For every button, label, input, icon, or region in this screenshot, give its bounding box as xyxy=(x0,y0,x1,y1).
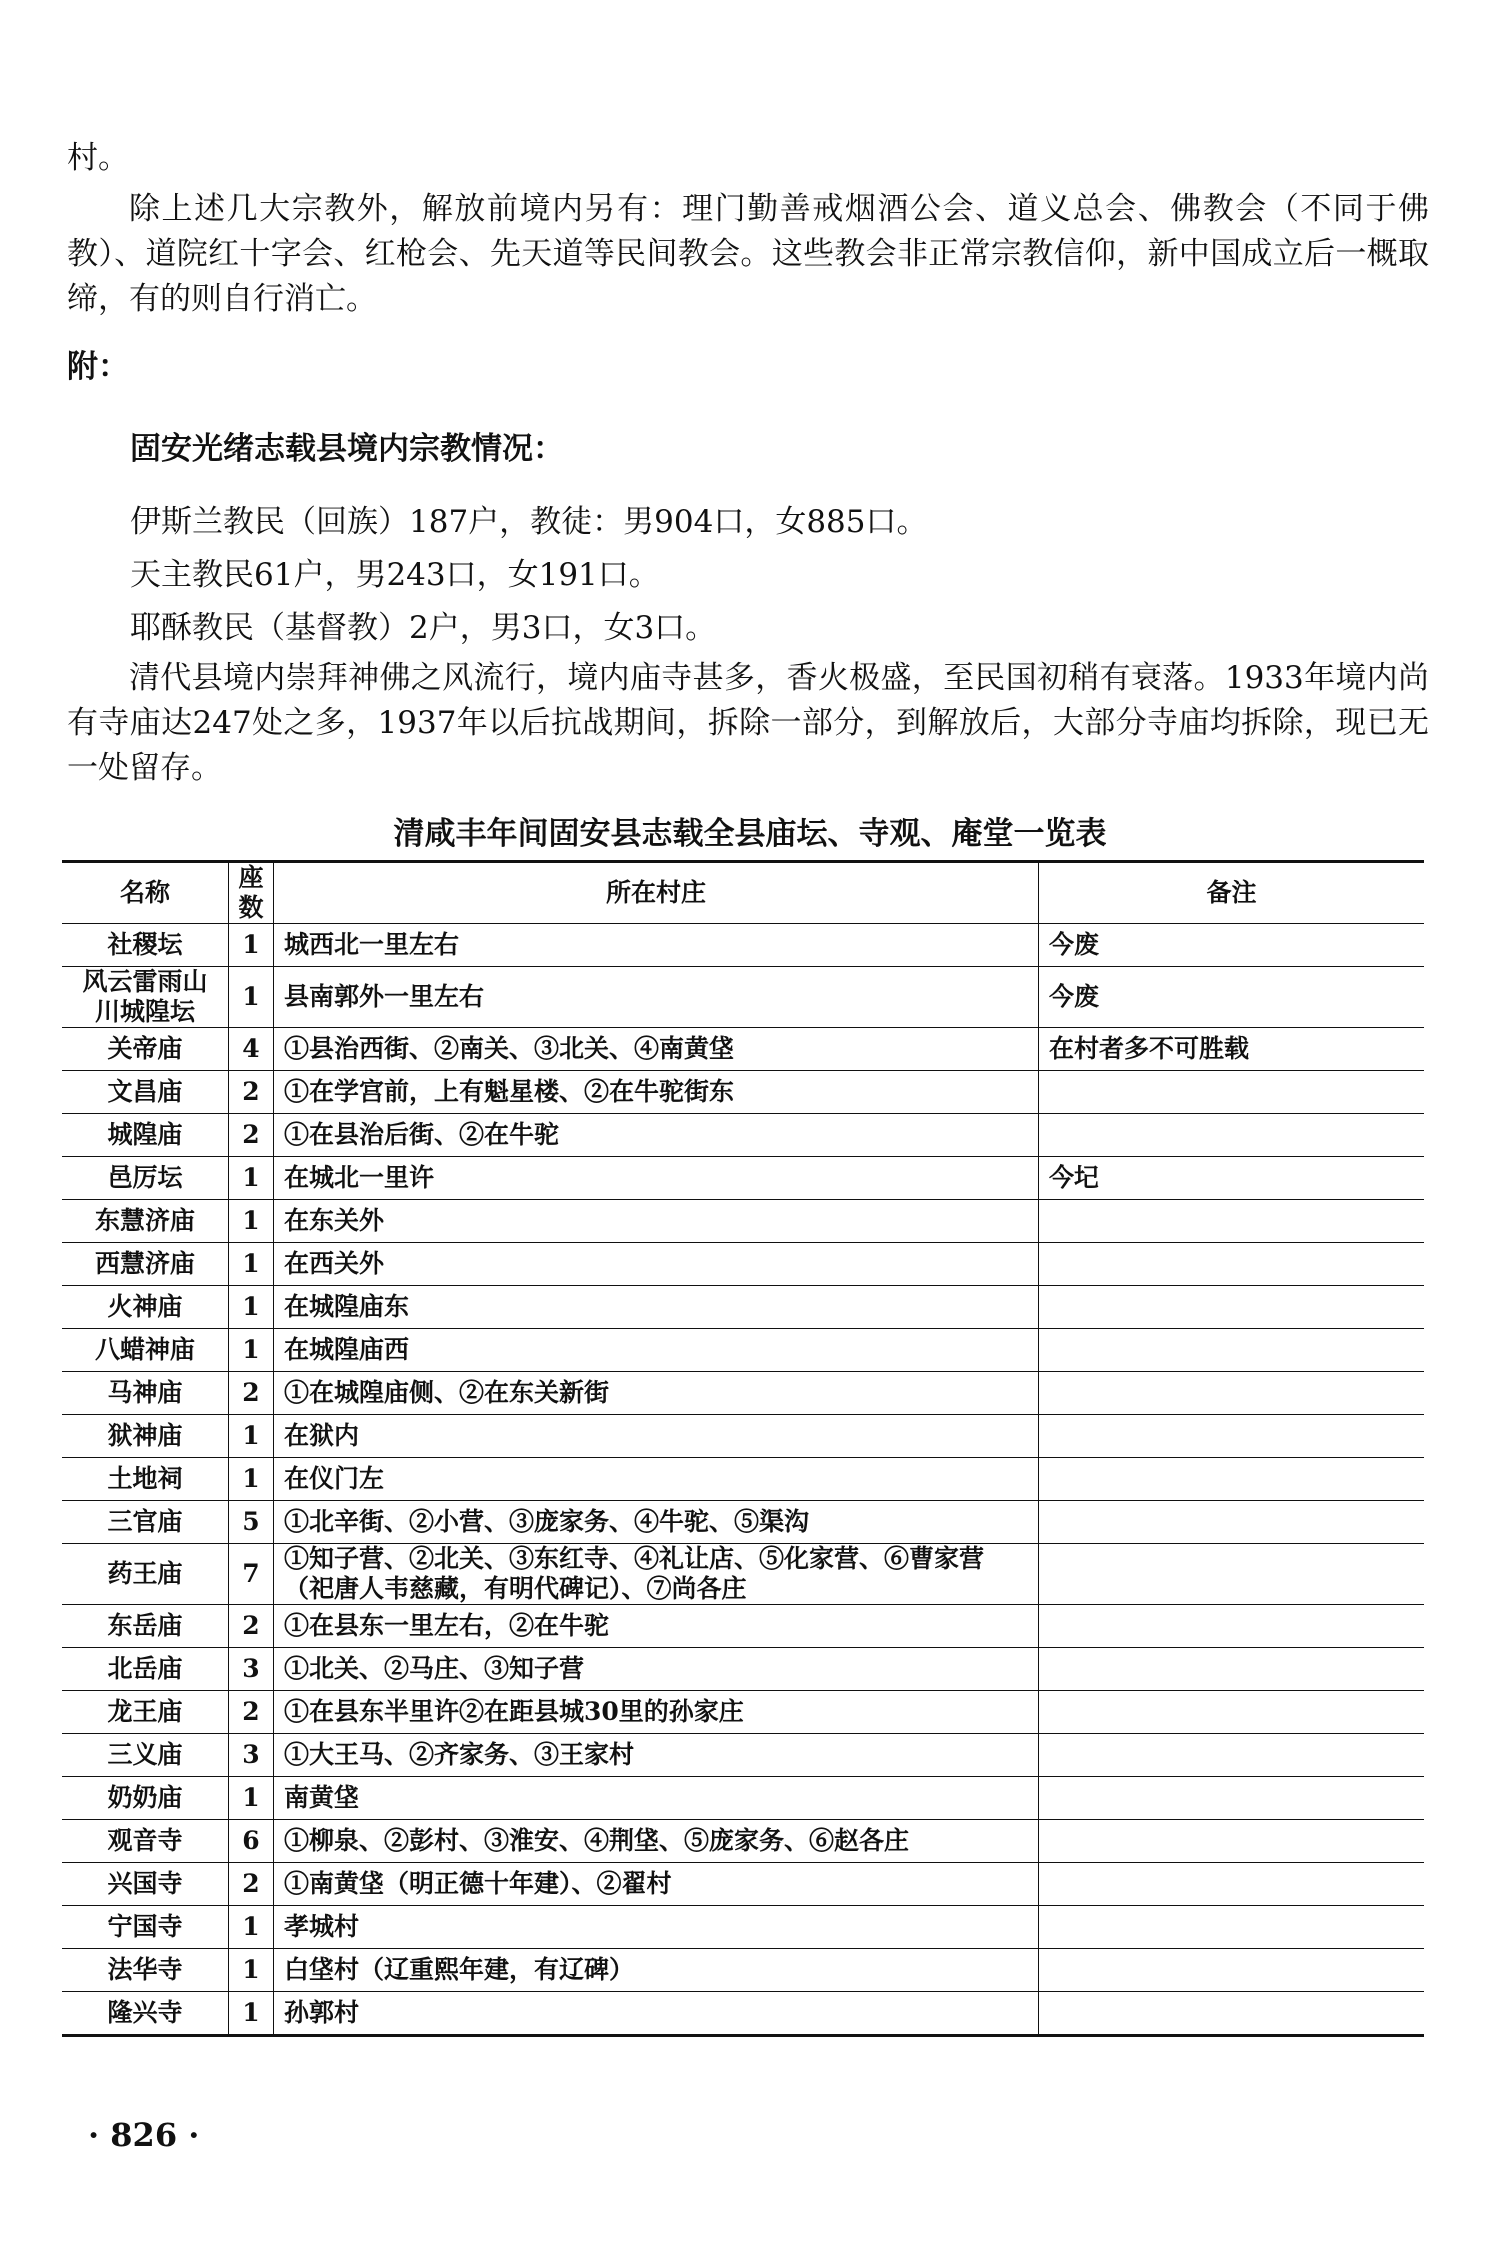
cell-note xyxy=(1039,1071,1425,1114)
cell-name: 火神庙 xyxy=(62,1286,229,1329)
cell-name: 文昌庙 xyxy=(62,1071,229,1114)
temples-table xyxy=(62,860,1424,2037)
cell-note xyxy=(1039,1820,1425,1863)
table-row xyxy=(62,1949,1424,1992)
header-name: 名称 xyxy=(62,862,229,924)
table-row xyxy=(62,1734,1424,1777)
table-row xyxy=(62,1243,1424,1286)
cell-name: 城隍庙 xyxy=(62,1114,229,1157)
stat-christian: 耶酥教民（基督教）2户，男3口，女3口。 xyxy=(130,610,717,646)
table-row xyxy=(62,1114,1424,1157)
cell-note xyxy=(1039,1501,1425,1544)
appendix-label: 附： xyxy=(67,349,129,385)
cell-count: 1 xyxy=(229,1949,274,1992)
table-row xyxy=(62,1863,1424,1906)
cell-location: ①在学宫前，上有魁星楼、②在牛驼街东 xyxy=(274,1071,1039,1114)
table-row xyxy=(62,1329,1424,1372)
cell-location: ①在县治后街、②在牛驼 xyxy=(274,1114,1039,1157)
cell-count: 1 xyxy=(229,1286,274,1329)
cell-name: 龙王庙 xyxy=(62,1691,229,1734)
cell-location: 孝城村 xyxy=(274,1906,1039,1949)
cell-name: 三义庙 xyxy=(62,1734,229,1777)
cell-count: 1 xyxy=(229,1415,274,1458)
cell-note xyxy=(1039,1243,1425,1286)
cell-count: 1 xyxy=(229,967,274,1028)
cell-note xyxy=(1039,1691,1425,1734)
table-row xyxy=(62,1415,1424,1458)
cell-name: 八蜡神庙 xyxy=(62,1329,229,1372)
table-row xyxy=(62,1544,1424,1605)
cell-count: 1 xyxy=(229,1157,274,1200)
cell-name: 隆兴寺 xyxy=(62,1992,229,2036)
table-row xyxy=(62,967,1424,1028)
cell-count: 3 xyxy=(229,1648,274,1691)
cell-location: 在西关外 xyxy=(274,1243,1039,1286)
cell-name: 药王庙 xyxy=(62,1544,229,1605)
table-row xyxy=(62,1777,1424,1820)
cell-note xyxy=(1039,1458,1425,1501)
cell-count: 2 xyxy=(229,1372,274,1415)
table-row xyxy=(62,1200,1424,1243)
cell-name: 邑厉坛 xyxy=(62,1157,229,1200)
cell-note: 在村者多不可胜载 xyxy=(1039,1028,1425,1071)
cell-count: 2 xyxy=(229,1691,274,1734)
cell-location: ①县治西街、②南关、③北关、④南黄垡 xyxy=(274,1028,1039,1071)
table-row xyxy=(62,1157,1424,1200)
cell-count: 2 xyxy=(229,1863,274,1906)
cell-location: ①北辛街、②小营、③庞家务、④牛驼、⑤渠沟 xyxy=(274,1501,1039,1544)
cell-name: 狱神庙 xyxy=(62,1415,229,1458)
cell-note: 今圮 xyxy=(1039,1157,1425,1200)
cell-note xyxy=(1039,1863,1425,1906)
cell-location: ①柳泉、②彭村、③淮安、④荆垡、⑤庞家务、⑥赵各庄 xyxy=(274,1820,1039,1863)
table-row xyxy=(62,1501,1424,1544)
cell-location: 孙郭村 xyxy=(274,1992,1039,2036)
table-body xyxy=(62,924,1424,2036)
cell-location: ①知子营、②北关、③东红寺、④礼让店、⑤化家营、⑥曹家营（祀唐人韦慈藏，有明代碑记）、⑦尚各庄 xyxy=(274,1544,1039,1605)
cell-name: 三官庙 xyxy=(62,1501,229,1544)
cell-count: 1 xyxy=(229,1458,274,1501)
cell-name: 宁国寺 xyxy=(62,1906,229,1949)
table-row xyxy=(62,1992,1424,2036)
cell-name: 马神庙 xyxy=(62,1372,229,1415)
header-count: 座数 xyxy=(229,862,274,924)
cell-note xyxy=(1039,1372,1425,1415)
table-title: 清咸丰年间固安县志载全县庙坛、寺观、庵堂一览表 xyxy=(393,816,1107,852)
table-row xyxy=(62,1286,1424,1329)
header-note: 备注 xyxy=(1039,862,1425,924)
cell-name: 土地祠 xyxy=(62,1458,229,1501)
cell-location: 在狱内 xyxy=(274,1415,1039,1458)
cell-location: ①南黄垡（明正德十年建）、②翟村 xyxy=(274,1863,1039,1906)
cell-note xyxy=(1039,1200,1425,1243)
cell-location: 在东关外 xyxy=(274,1200,1039,1243)
table-row xyxy=(62,1372,1424,1415)
cell-count: 6 xyxy=(229,1820,274,1863)
cell-note xyxy=(1039,1992,1425,2036)
appendix-subheading: 固安光绪志载县境内宗教情况： xyxy=(130,431,564,467)
cell-location: ①在县东一里左右，②在牛驼 xyxy=(274,1605,1039,1648)
cell-count: 1 xyxy=(229,1243,274,1286)
cell-count: 2 xyxy=(229,1114,274,1157)
cell-location: 城西北一里左右 xyxy=(274,924,1039,967)
table-header-row xyxy=(62,862,1424,924)
cell-location: 县南郭外一里左右 xyxy=(274,967,1039,1028)
cell-location: 南黄垡 xyxy=(274,1777,1039,1820)
cell-location: 在城隍庙西 xyxy=(274,1329,1039,1372)
page-number: · 826 · xyxy=(88,2116,200,2154)
cell-name: 西慧济庙 xyxy=(62,1243,229,1286)
table-row xyxy=(62,1605,1424,1648)
cell-name: 兴国寺 xyxy=(62,1863,229,1906)
cell-note xyxy=(1039,1648,1425,1691)
cell-location: ①大王马、②齐家务、③王家村 xyxy=(274,1734,1039,1777)
cell-name: 北岳庙 xyxy=(62,1648,229,1691)
cell-name: 东岳庙 xyxy=(62,1605,229,1648)
stat-islam: 伊斯兰教民（回族）187户，教徒：男904口，女885口。 xyxy=(130,504,928,540)
stat-catholic: 天主教民61户，男243口，女191口。 xyxy=(130,557,660,593)
cell-name: 风云雷雨山川城隍坛 xyxy=(62,967,229,1028)
cell-note xyxy=(1039,1286,1425,1329)
cell-location: ①北关、②马庄、③知子营 xyxy=(274,1648,1039,1691)
table-row xyxy=(62,1028,1424,1071)
cell-note xyxy=(1039,1114,1425,1157)
cell-location: ①在县东半里许②在距县城30里的孙家庄 xyxy=(274,1691,1039,1734)
cell-count: 5 xyxy=(229,1501,274,1544)
cell-count: 1 xyxy=(229,1777,274,1820)
cell-note xyxy=(1039,1949,1425,1992)
cell-count: 3 xyxy=(229,1734,274,1777)
cell-note xyxy=(1039,1906,1425,1949)
cell-location: 在城隍庙东 xyxy=(274,1286,1039,1329)
cell-count: 2 xyxy=(229,1605,274,1648)
cell-count: 1 xyxy=(229,924,274,967)
paragraph-continuation: 村。 xyxy=(67,140,129,176)
cell-note xyxy=(1039,1329,1425,1372)
cell-location: 在仪门左 xyxy=(274,1458,1039,1501)
cell-count: 7 xyxy=(229,1544,274,1605)
table-row xyxy=(62,1691,1424,1734)
table-row xyxy=(62,924,1424,967)
table-row xyxy=(62,1906,1424,1949)
cell-count: 2 xyxy=(229,1071,274,1114)
cell-name: 关帝庙 xyxy=(62,1028,229,1071)
cell-note xyxy=(1039,1777,1425,1820)
cell-count: 1 xyxy=(229,1200,274,1243)
cell-location: 白垡村（辽重熙年建，有辽碑） xyxy=(274,1949,1039,1992)
cell-name: 东慧济庙 xyxy=(62,1200,229,1243)
cell-name: 法华寺 xyxy=(62,1949,229,1992)
cell-note xyxy=(1039,1415,1425,1458)
paragraph-folk-sects: 除上述几大宗教外，解放前境内另有：理门勤善戒烟酒公会、道义总会、佛教会（不同于佛教）、道院红十字会、红枪会、先天道等民间教会。这些教会非正常宗教信仰，新中国成立后一概取缔，有的则自行消亡。 xyxy=(67,191,1429,317)
cell-location: 在城北一里许 xyxy=(274,1157,1039,1200)
cell-name: 观音寺 xyxy=(62,1820,229,1863)
table-row xyxy=(62,1458,1424,1501)
cell-name: 奶奶庙 xyxy=(62,1777,229,1820)
cell-count: 1 xyxy=(229,1992,274,2036)
cell-count: 1 xyxy=(229,1329,274,1372)
cell-count: 4 xyxy=(229,1028,274,1071)
table-row xyxy=(62,1648,1424,1691)
table-row xyxy=(62,1820,1424,1863)
header-location: 所在村庄 xyxy=(274,862,1039,924)
cell-location: ①在城隍庙侧、②在东关新街 xyxy=(274,1372,1039,1415)
cell-note: 今废 xyxy=(1039,967,1425,1028)
paragraph-temples: 清代县境内崇拜神佛之风流行，境内庙寺甚多，香火极盛，至民国初稍有衰落。1933年境内尚有寺庙达247处之多，1937年以后抗战期间，拆除一部分，到解放后，大部分寺庙均拆除，现已无一处留存。 xyxy=(67,660,1429,786)
cell-note xyxy=(1039,1605,1425,1648)
table-row xyxy=(62,1071,1424,1114)
cell-count: 1 xyxy=(229,1906,274,1949)
cell-note xyxy=(1039,1544,1425,1605)
cell-note xyxy=(1039,1734,1425,1777)
cell-name: 社稷坛 xyxy=(62,924,229,967)
cell-note: 今废 xyxy=(1039,924,1425,967)
